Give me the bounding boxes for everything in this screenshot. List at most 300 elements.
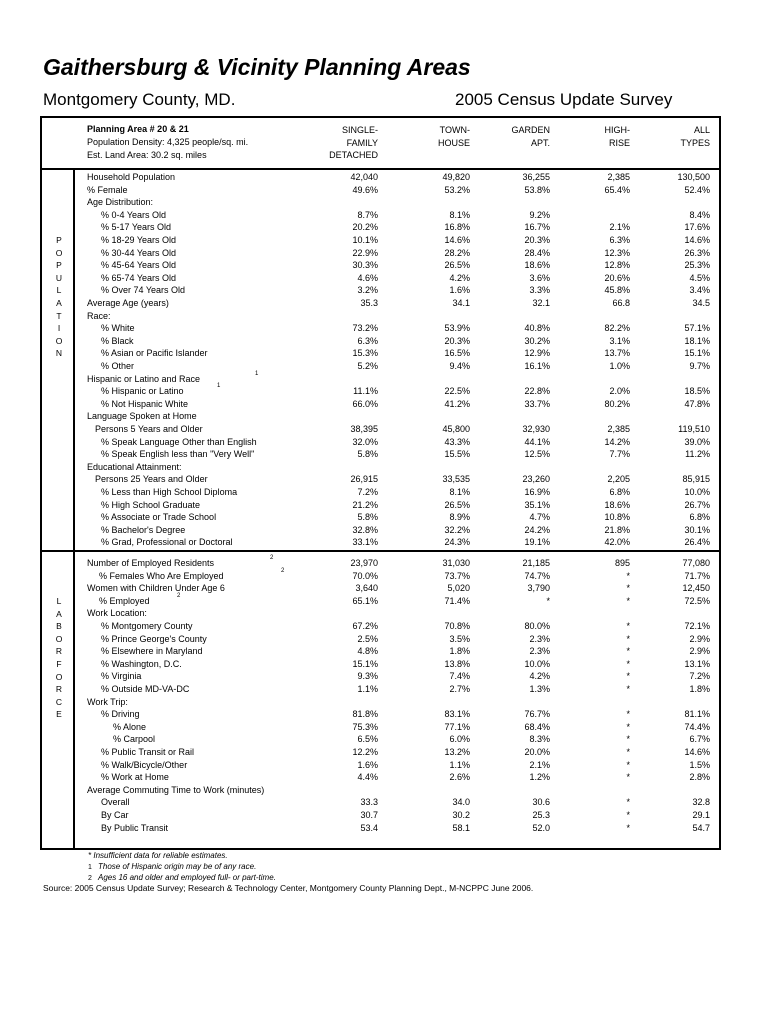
- row-label: % Work at Home: [101, 772, 169, 783]
- row-label: % Black: [101, 335, 134, 346]
- row-label: Hispanic or Latino and Race: [87, 373, 201, 384]
- table-cell: 7.7%: [609, 449, 630, 460]
- table-cell: 2.5%: [357, 633, 378, 644]
- table-cell: *: [626, 759, 630, 770]
- table-cell: 41.2%: [444, 398, 470, 409]
- footnote-hispanic: [88, 862, 256, 871]
- table-row: [0, 373, 768, 386]
- table-row: [0, 297, 768, 310]
- table-cell: 10.0%: [684, 487, 710, 497]
- column-header-line: RISE: [608, 137, 630, 148]
- table-cell: 4.2%: [529, 671, 550, 682]
- row-label: Overall: [101, 797, 130, 808]
- table-cell: 2.0%: [609, 386, 630, 397]
- table-row: [0, 284, 768, 297]
- table-cell: 2,385: [607, 172, 630, 182]
- row-label: % Bachelor's Degree: [101, 524, 186, 535]
- table-cell: 23,970: [350, 558, 378, 568]
- row-label: % Alone: [113, 721, 147, 732]
- table-cell: 10.8%: [604, 512, 630, 523]
- table-cell: 74.4%: [684, 721, 710, 732]
- table-cell: *: [626, 772, 630, 783]
- column-header-line: TYPES: [680, 137, 710, 148]
- table-cell: 35.3: [360, 298, 378, 308]
- table-cell: 3,640: [355, 583, 378, 594]
- table-cell: 8.7%: [357, 209, 378, 220]
- table-cell: 21,185: [522, 558, 550, 568]
- row-label: % Less than High School Diploma: [101, 487, 238, 497]
- table-cell: 21.2%: [352, 499, 378, 510]
- table-cell: 32.8: [692, 797, 710, 808]
- footnote-two-marker: 2: [88, 875, 92, 882]
- table-row: [0, 822, 768, 835]
- table-row: [0, 499, 768, 512]
- column-header-line: GARDEN: [511, 125, 550, 135]
- footnote-asterisk-marker: *: [88, 851, 92, 860]
- table-cell: 5.8%: [357, 449, 378, 460]
- table-cell: 71.7%: [684, 570, 710, 581]
- table-cell: 13.7%: [604, 348, 630, 359]
- row-label: % Over 74 Years Old: [101, 285, 186, 296]
- table-cell: *: [626, 747, 630, 757]
- table-cell: 45.8%: [604, 285, 630, 296]
- row-label: % Hispanic or Latino: [101, 386, 184, 397]
- table-row: [0, 582, 768, 595]
- table-cell: 18.6%: [524, 260, 550, 271]
- row-label: % Other: [101, 361, 135, 371]
- table-cell: 32.8%: [352, 524, 378, 535]
- table-cell: 52.0: [532, 822, 550, 833]
- table-row: [0, 511, 768, 524]
- table-cell: 8.9%: [449, 512, 470, 523]
- footnote-marker: 2: [177, 593, 181, 599]
- table-cell: 21.8%: [604, 524, 630, 535]
- column-header-line: SINGLE-: [341, 125, 378, 135]
- table-cell: 14.2%: [604, 436, 630, 447]
- table-row: [0, 209, 768, 222]
- row-label: % Driving: [101, 709, 140, 720]
- side-letter: L: [56, 596, 62, 606]
- table-cell: 30.2%: [524, 335, 550, 346]
- table-cell: *: [626, 621, 630, 631]
- table-row: [0, 234, 768, 247]
- table-cell: 73.7%: [444, 570, 470, 581]
- table-cell: 2.9%: [689, 646, 710, 657]
- table-cell: 2.1%: [529, 759, 550, 770]
- table-cell: 19.1%: [524, 537, 550, 548]
- source-note: Source: 2005 Census Update Survey; Research & Technology Center, Montgomery County Planning Dept., M-NCPPC June 2006.: [43, 883, 534, 893]
- table-cell: 77,080: [682, 558, 710, 568]
- table-cell: 1.3%: [529, 684, 550, 694]
- table-cell: 12.2%: [352, 747, 378, 757]
- table-row: [0, 633, 768, 646]
- table-row: [0, 570, 768, 583]
- row-label: % Washington, D.C.: [101, 658, 182, 669]
- table-cell: *: [626, 570, 630, 581]
- table-cell: 16.5%: [444, 348, 470, 359]
- table-row: [0, 557, 768, 570]
- table-cell: 1.6%: [357, 759, 378, 770]
- table-cell: 6.7%: [689, 734, 710, 745]
- table-row: [0, 423, 768, 436]
- table-cell: 53.4: [360, 822, 378, 833]
- table-row: [0, 272, 768, 285]
- table-cell: 25.3%: [684, 260, 710, 271]
- row-label: Women with Children Under Age 6: [87, 583, 225, 594]
- table-cell: 53.2%: [444, 184, 470, 195]
- table-cell: 5.2%: [357, 361, 378, 371]
- table-cell: 17.6%: [684, 222, 710, 233]
- table-cell: 4.7%: [529, 512, 550, 523]
- table-cell: *: [626, 633, 630, 644]
- table-cell: 77.1%: [444, 721, 470, 732]
- table-cell: 80.2%: [604, 398, 630, 409]
- table-cell: 22.9%: [352, 247, 378, 258]
- table-cell: 14.6%: [684, 235, 710, 245]
- row-label: By Car: [101, 810, 129, 820]
- table-cell: 3.1%: [609, 335, 630, 346]
- footnote-one-text: Those of Hispanic origin may be of any race.: [98, 862, 257, 871]
- table-cell: 42,040: [350, 172, 378, 182]
- table-row: [0, 259, 768, 272]
- table-row: [0, 310, 768, 323]
- side-letter: U: [55, 272, 63, 283]
- table-cell: 15.1%: [352, 658, 378, 669]
- table-cell: *: [626, 709, 630, 720]
- table-cell: 2,385: [607, 424, 630, 434]
- row-label: % Carpool: [113, 734, 156, 745]
- row-label: Race:: [87, 310, 111, 321]
- row-label: Average Commuting Time to Work (minutes): [87, 784, 265, 795]
- table-cell: 6.8%: [689, 512, 710, 523]
- table-cell: 81.8%: [352, 709, 378, 720]
- table-row: [0, 461, 768, 474]
- row-label: % Not Hispanic White: [101, 398, 189, 409]
- table-cell: 895: [614, 558, 630, 568]
- row-label: Age Distribution:: [87, 197, 154, 208]
- table-row: [0, 473, 768, 486]
- table-row: [0, 335, 768, 348]
- table-cell: 58.1: [452, 822, 470, 833]
- table-cell: 25.3: [532, 810, 550, 820]
- table-cell: 31,030: [442, 558, 470, 568]
- table-row: [0, 322, 768, 335]
- table-row: [0, 360, 768, 373]
- table-cell: 9.3%: [357, 671, 378, 682]
- side-letter: O: [55, 335, 63, 346]
- table-cell: 40.8%: [524, 323, 550, 334]
- table-cell: 2.3%: [529, 646, 550, 657]
- table-cell: 52.4%: [684, 184, 710, 195]
- table-cell: 34.5: [692, 298, 710, 308]
- table-cell: 3.2%: [357, 285, 378, 296]
- column-header-line: FAMILY: [346, 137, 378, 148]
- row-label: % 0-4 Years Old: [101, 209, 167, 220]
- table-cell: 2.1%: [609, 222, 630, 233]
- table-cell: 5.8%: [357, 512, 378, 523]
- table-cell: 2.7%: [449, 684, 470, 694]
- planning-area-label: Planning Area # 20 & 21: [87, 124, 189, 134]
- table-cell: 32.1: [532, 298, 550, 308]
- table-cell: *: [626, 721, 630, 732]
- table-row: [0, 645, 768, 658]
- table-cell: 7.2%: [357, 487, 378, 497]
- table-row: [0, 670, 768, 683]
- table-cell: 26,915: [350, 474, 378, 485]
- table-cell: 26.3%: [684, 247, 710, 258]
- table-cell: 6.5%: [357, 734, 378, 745]
- table-cell: 30.2: [452, 810, 470, 820]
- row-label: % Female: [87, 184, 128, 195]
- table-cell: 71.4%: [444, 595, 470, 606]
- table-cell: 29.1: [692, 810, 710, 820]
- footnote-employed: [88, 873, 276, 882]
- footnote-marker: 1: [217, 383, 221, 389]
- table-row: [0, 247, 768, 260]
- table-cell: 30.3%: [352, 260, 378, 271]
- table-cell: 34.1: [452, 298, 470, 308]
- table-cell: 33.7%: [524, 398, 550, 409]
- table-cell: 47.8%: [684, 398, 710, 409]
- table-cell: 8.1%: [449, 487, 470, 497]
- table-row: [0, 184, 768, 197]
- table-cell: 74.7%: [524, 570, 550, 581]
- table-row: [0, 524, 768, 537]
- header-divider: [40, 168, 721, 170]
- table-cell: 16.8%: [444, 222, 470, 233]
- table-row: [0, 771, 768, 784]
- side-letter: P: [56, 235, 62, 245]
- table-cell: 6.3%: [609, 235, 630, 245]
- survey-subtitle: 2005 Census Update Survey: [455, 90, 673, 109]
- page-title: Gaithersburg & Vicinity Planning Areas: [43, 54, 471, 80]
- row-label: % Virginia: [101, 671, 142, 682]
- row-label: % 45-64 Years Old: [101, 260, 177, 271]
- table-cell: 6.3%: [357, 335, 378, 346]
- table-cell: 10.1%: [352, 235, 378, 245]
- table-cell: 4.8%: [357, 646, 378, 657]
- table-cell: 83.1%: [444, 709, 470, 720]
- table-cell: 3.4%: [689, 285, 710, 296]
- table-row: [0, 347, 768, 360]
- table-cell: 4.2%: [449, 272, 470, 283]
- table-cell: 30.6: [532, 797, 550, 808]
- table-row: [0, 171, 768, 184]
- table-row: [0, 221, 768, 234]
- table-cell: 9.4%: [449, 361, 470, 371]
- table-cell: *: [626, 658, 630, 669]
- table-cell: 20.2%: [352, 222, 378, 233]
- row-label: Language Spoken at Home: [87, 411, 197, 422]
- row-label: Work Location:: [87, 608, 147, 619]
- side-letter: P: [56, 260, 62, 271]
- table-cell: 70.0%: [352, 570, 378, 581]
- table-cell: 2.3%: [529, 633, 550, 644]
- row-label: % Outside MD-VA-DC: [101, 684, 190, 694]
- footnote-insufficient: [88, 851, 228, 860]
- footnote-marker: 2: [270, 555, 274, 561]
- table-cell: 1.8%: [689, 684, 710, 694]
- table-cell: 2,205: [607, 474, 630, 485]
- table-cell: 82.2%: [604, 323, 630, 334]
- table-cell: *: [546, 595, 550, 606]
- column-header-line: HIGH-: [604, 125, 630, 135]
- row-label: Number of Employed Residents: [87, 558, 215, 568]
- table-cell: 49.6%: [352, 184, 378, 195]
- side-letter: A: [56, 297, 62, 308]
- table-cell: 23,260: [522, 474, 550, 485]
- table-cell: 5,020: [447, 583, 470, 594]
- table-cell: 2.9%: [689, 633, 710, 644]
- table-cell: 20.3%: [524, 235, 550, 245]
- table-row: [0, 809, 768, 822]
- table-cell: 80.0%: [524, 621, 550, 631]
- table-cell: 32,930: [522, 424, 550, 434]
- table-row: [0, 746, 768, 759]
- side-letter: R: [55, 646, 63, 657]
- table-cell: 73.2%: [352, 323, 378, 334]
- table-cell: 26.7%: [684, 499, 710, 510]
- table-row: [0, 733, 768, 746]
- population-density: Population Density: 4,325 people/sq. mi.: [87, 137, 249, 147]
- table-row: [0, 759, 768, 772]
- table-cell: 67.2%: [352, 621, 378, 631]
- table-row: [0, 607, 768, 620]
- table-row: [0, 436, 768, 449]
- side-letter: R: [55, 684, 63, 695]
- row-label: % Speak English less than "Very Well": [101, 449, 255, 460]
- side-letter: E: [56, 709, 62, 720]
- table-cell: 39.0%: [684, 436, 710, 447]
- table-cell: 1.1%: [449, 759, 470, 770]
- table-cell: 24.2%: [524, 524, 550, 535]
- table-cell: 119,510: [678, 424, 710, 434]
- table-cell: 20.3%: [444, 335, 470, 346]
- table-cell: 45,800: [442, 424, 470, 434]
- table-cell: 1.1%: [357, 684, 378, 694]
- table-cell: 65.1%: [352, 595, 378, 606]
- table-cell: 75.3%: [352, 721, 378, 732]
- county-subtitle: Montgomery County, MD.: [43, 90, 236, 109]
- column-header-line: APT.: [530, 137, 550, 148]
- side-letter: T: [56, 310, 62, 321]
- table-cell: 20.0%: [524, 747, 550, 757]
- table-cell: 22.5%: [444, 386, 470, 397]
- table-cell: 8.1%: [449, 209, 470, 220]
- table-row: [0, 410, 768, 423]
- row-label: % White: [101, 323, 135, 334]
- table-cell: 26.4%: [684, 537, 710, 548]
- land-area: Est. Land Area: 30.2 sq. miles: [87, 150, 207, 160]
- row-label: % Prince George's County: [101, 633, 207, 644]
- table-cell: 72.5%: [684, 595, 710, 606]
- table-cell: *: [626, 595, 630, 606]
- table-row: [0, 696, 768, 709]
- table-cell: 28.2%: [444, 247, 470, 258]
- side-letter: C: [55, 696, 63, 707]
- table-cell: 24.3%: [444, 537, 470, 548]
- table-cell: 4.4%: [357, 772, 378, 783]
- table-cell: 3.6%: [529, 272, 550, 283]
- row-label: % 30-44 Years Old: [101, 247, 177, 258]
- row-label: Average Age (years): [87, 298, 169, 308]
- table-cell: *: [626, 797, 630, 808]
- table-cell: 26.5%: [444, 499, 470, 510]
- table-row: [0, 448, 768, 461]
- table-row: [0, 620, 768, 633]
- table-cell: 14.6%: [444, 235, 470, 245]
- table-row: [0, 708, 768, 721]
- table-cell: 33.1%: [352, 537, 378, 548]
- row-label: % Elsewhere in Maryland: [101, 646, 203, 657]
- table-cell: 44.1%: [524, 436, 550, 447]
- table-cell: 68.4%: [524, 721, 550, 732]
- table-cell: 13.8%: [444, 658, 470, 669]
- table-cell: 7.4%: [449, 671, 470, 682]
- table-row: [0, 385, 768, 398]
- table-cell: 6.8%: [609, 487, 630, 497]
- row-label: % Grad, Professional or Doctoral: [101, 537, 233, 548]
- table-cell: 6.0%: [449, 734, 470, 745]
- table-cell: 10.0%: [524, 658, 550, 669]
- row-label: Persons 25 Years and Older: [95, 474, 208, 485]
- row-label: Persons 5 Years and Older: [95, 424, 203, 434]
- table-cell: 35.1%: [524, 499, 550, 510]
- table-cell: 15.5%: [444, 449, 470, 460]
- table-cell: 65.4%: [604, 184, 630, 195]
- table-cell: 38,395: [350, 424, 378, 434]
- table-cell: *: [626, 810, 630, 820]
- table-cell: 15.3%: [352, 348, 378, 359]
- table-cell: 32.0%: [352, 436, 378, 447]
- row-label: % Montgomery County: [101, 621, 193, 631]
- row-label: Household Population: [87, 172, 176, 182]
- column-header-line: TOWN-: [439, 125, 470, 135]
- table-cell: *: [626, 684, 630, 694]
- table-cell: 9.7%: [689, 361, 710, 371]
- table-cell: *: [626, 822, 630, 833]
- table-cell: 1.2%: [529, 772, 550, 783]
- table-cell: 34.0: [452, 797, 470, 808]
- table-cell: 28.4%: [524, 247, 550, 258]
- row-label: Work Trip:: [87, 696, 128, 707]
- table-cell: 8.3%: [529, 734, 550, 745]
- table-cell: *: [626, 646, 630, 657]
- row-label: % 18-29 Years Old: [101, 235, 177, 245]
- table-row: [0, 196, 768, 209]
- row-label: Educational Attainment:: [87, 461, 182, 472]
- column-header-line: ALL: [693, 125, 710, 135]
- table-cell: 30.1%: [684, 524, 710, 535]
- footnote-asterisk-text: Insufficient data for reliable estimates.: [93, 851, 228, 860]
- side-letter: N: [55, 348, 63, 359]
- side-letter: I: [57, 323, 61, 334]
- table-cell: 54.7: [692, 822, 710, 833]
- table-cell: 130,500: [677, 172, 710, 182]
- side-letter: O: [55, 633, 63, 644]
- table-cell: 8.4%: [689, 209, 710, 220]
- table-cell: 11.1%: [353, 386, 378, 397]
- column-header: [600, 124, 710, 149]
- table-cell: 53.8%: [524, 184, 550, 195]
- side-letter: O: [55, 671, 63, 682]
- table-cell: 2.8%: [689, 772, 710, 783]
- table-cell: 12.3%: [604, 247, 630, 258]
- row-label: % 65-74 Years Old: [101, 272, 177, 283]
- footnote-one-marker: 1: [88, 864, 92, 871]
- table-cell: 76.7%: [524, 709, 550, 720]
- table-cell: 36,255: [522, 172, 550, 182]
